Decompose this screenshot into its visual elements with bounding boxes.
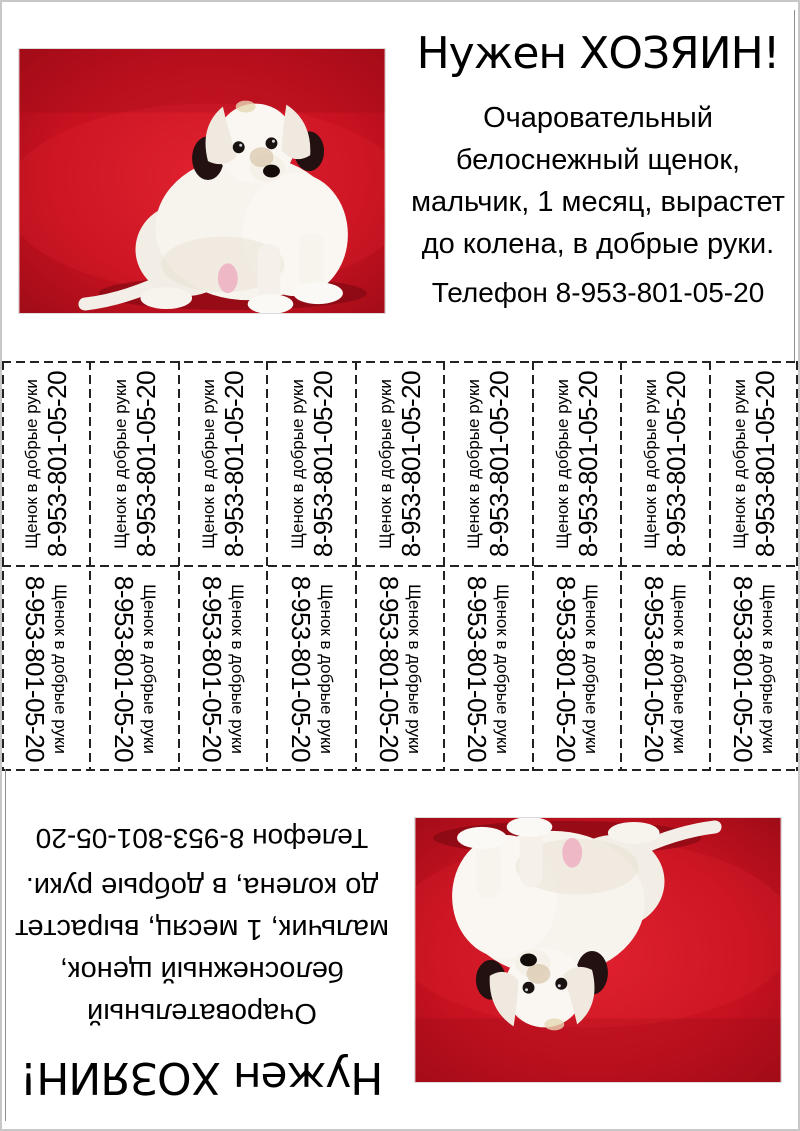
flyer-phone: Телефон 8-953-801-05-20 bbox=[35, 823, 369, 854]
flyer-description-line: белоснежный щенок, bbox=[59, 955, 345, 987]
strip-phone: 8-953-801-05-20 bbox=[728, 575, 759, 762]
flyer-text-block bbox=[2, 769, 402, 1129]
cut-line-vertical bbox=[709, 361, 711, 771]
strip-phone: 8-953-801-05-20 bbox=[660, 370, 691, 557]
tearoff-strip bbox=[356, 566, 444, 771]
puppy-photo-image bbox=[19, 49, 385, 313]
tearoff-strip bbox=[90, 361, 178, 566]
flyer-description bbox=[398, 97, 798, 265]
cut-line-vertical bbox=[2, 361, 4, 771]
strip-text: Щенок в добрые руки bbox=[21, 378, 41, 549]
strip-phone: 8-953-801-05-20 bbox=[307, 370, 338, 557]
strip-text: Щенок в добрые руки bbox=[582, 583, 602, 754]
cut-line-vertical bbox=[355, 361, 357, 771]
flyer-top-half bbox=[2, 2, 798, 362]
tearoff-strip bbox=[533, 566, 621, 771]
puppy-photo bbox=[414, 817, 782, 1083]
strip-phone: 8-953-801-05-20 bbox=[483, 370, 514, 557]
strip-phone: 8-953-801-05-20 bbox=[395, 370, 426, 557]
cut-line-vertical bbox=[266, 361, 268, 771]
strip-phone: 8-953-801-05-20 bbox=[197, 575, 228, 762]
tearoff-strip bbox=[179, 566, 267, 771]
strip-phone: 8-953-801-05-20 bbox=[109, 575, 140, 762]
strip-text: Щенок в добрые руки bbox=[670, 583, 690, 754]
cut-line-horizontal bbox=[2, 565, 798, 567]
cut-line-horizontal bbox=[2, 361, 798, 363]
cut-line-vertical bbox=[89, 361, 91, 771]
strip-phone: 8-953-801-05-20 bbox=[749, 370, 780, 557]
strip-text: Щенок в добрые руки bbox=[552, 378, 572, 549]
flyer-description bbox=[2, 866, 402, 1034]
puppy-photo bbox=[18, 48, 386, 314]
tearoff-strip bbox=[621, 566, 709, 771]
strip-text: Щенок в добрые руки bbox=[317, 583, 337, 754]
flyer-description-line: мальчик, 1 месяц, вырастет bbox=[15, 913, 389, 945]
flyer-phone: Телефон 8-953-801-05-20 bbox=[431, 277, 765, 308]
strip-text: Щенок в добрые руки bbox=[198, 378, 218, 549]
strip-phone: 8-953-801-05-20 bbox=[218, 370, 249, 557]
tearoff-strip bbox=[533, 361, 621, 566]
tearoff-strip bbox=[710, 566, 798, 771]
strip-phone: 8-953-801-05-20 bbox=[639, 575, 670, 762]
strip-phone: 8-953-801-05-20 bbox=[462, 575, 493, 762]
strip-phone: 8-953-801-05-20 bbox=[130, 370, 161, 557]
strip-text: Щенок в добрые руки bbox=[729, 378, 749, 549]
tearoff-strip bbox=[267, 566, 355, 771]
fold-line bbox=[794, 10, 795, 362]
strip-phone: 8-953-801-05-20 bbox=[286, 575, 317, 762]
strip-text: Щенок в добрые руки bbox=[759, 583, 779, 754]
strip-text: Щенок в добрые руки bbox=[493, 583, 513, 754]
flyer-description-line: Очаровательный bbox=[483, 102, 713, 134]
tearoff-strip bbox=[267, 361, 355, 566]
strip-phone: 8-953-801-05-20 bbox=[41, 370, 72, 557]
tearoff-strip bbox=[710, 361, 798, 566]
flyer-text-block bbox=[398, 2, 798, 362]
tearoff-strip-section bbox=[2, 361, 798, 771]
strip-phone: 8-953-801-05-20 bbox=[551, 575, 582, 762]
strip-text: Щенок в добрые руки bbox=[463, 378, 483, 549]
flyer-bottom-half-rotated bbox=[2, 769, 798, 1129]
strip-text: Щенок в добрые руки bbox=[140, 583, 160, 754]
fold-line bbox=[5, 769, 6, 1121]
puppy-photo-image bbox=[415, 818, 781, 1082]
strip-phone: 8-953-801-05-20 bbox=[374, 575, 405, 762]
strip-text: Щенок в добрые руки bbox=[110, 378, 130, 549]
tearoff-strip bbox=[356, 361, 444, 566]
strip-text: Щенок в добрые руки bbox=[51, 583, 71, 754]
flyer-description-line: мальчик, 1 месяц, вырастет bbox=[411, 186, 785, 218]
strip-text: Щенок в добрые руки bbox=[287, 378, 307, 549]
strip-text: Щенок в добрые руки bbox=[228, 583, 248, 754]
flyer-description-line: белоснежный щенок, bbox=[455, 144, 741, 176]
flyer-headline: Нужен ХОЗЯИН! bbox=[20, 1052, 384, 1103]
cut-line-vertical bbox=[796, 361, 798, 771]
strip-text: Щенок в добрые руки bbox=[375, 378, 395, 549]
tearoff-strip bbox=[621, 361, 709, 566]
tearoff-strip bbox=[179, 361, 267, 566]
tearoff-strip bbox=[2, 361, 90, 566]
flyer-description-line: до колена, в добрые руки. bbox=[421, 228, 775, 260]
flyer-headline: Нужен ХОЗЯИН! bbox=[416, 28, 780, 79]
strip-text: Щенок в добрые руки bbox=[405, 583, 425, 754]
cut-line-vertical bbox=[532, 361, 534, 771]
tearoff-strip bbox=[444, 566, 532, 771]
cut-line-vertical bbox=[178, 361, 180, 771]
strip-phone: 8-953-801-05-20 bbox=[572, 370, 603, 557]
strip-phone: 8-953-801-05-20 bbox=[20, 575, 51, 762]
strip-text: Щенок в добрые руки bbox=[640, 378, 660, 549]
cut-line-vertical bbox=[443, 361, 445, 771]
tearoff-strip bbox=[90, 566, 178, 771]
cut-line-vertical bbox=[620, 361, 622, 771]
tearoff-strip bbox=[444, 361, 532, 566]
flyer-description-line: до колена, в добрые руки. bbox=[25, 871, 379, 903]
tearoff-strip bbox=[2, 566, 90, 771]
flyer-description-line: Очаровательный bbox=[87, 997, 317, 1029]
